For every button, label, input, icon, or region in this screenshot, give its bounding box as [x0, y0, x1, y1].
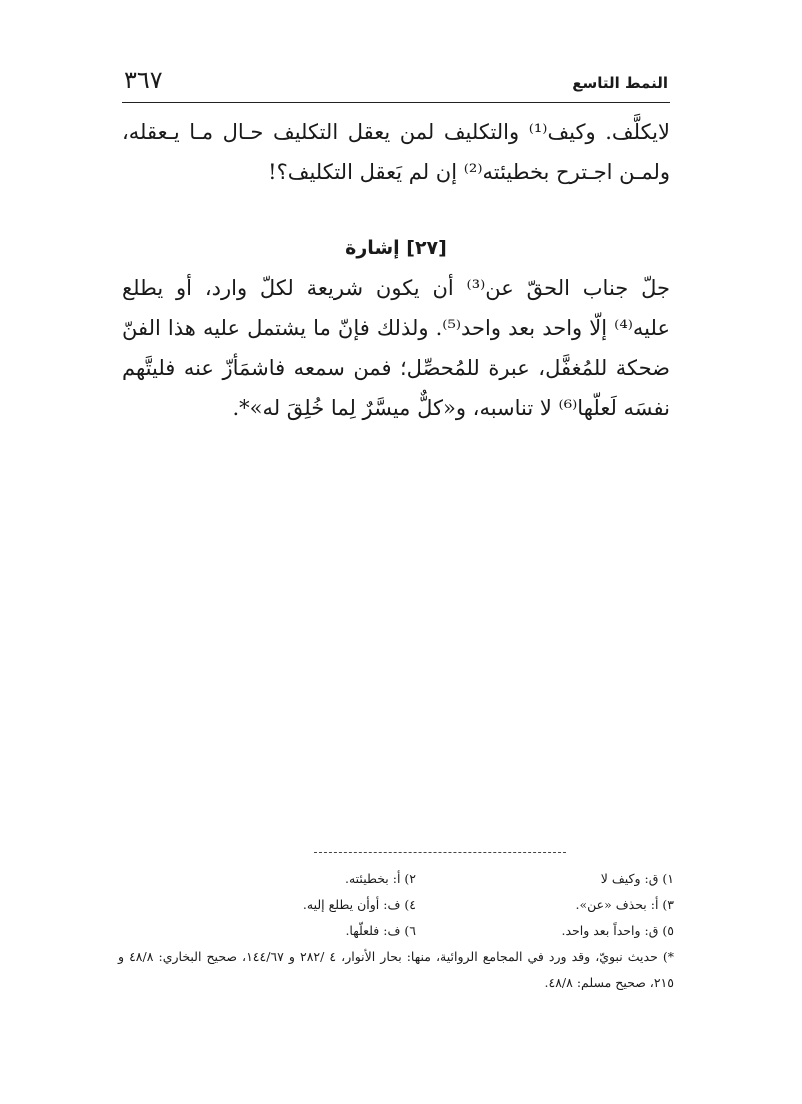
paragraph-2: جلّ جناب الحقّ عن⁽³⁾ أن يكون شريعة لكلّ وارد، أو يطلع عليه⁽⁴⁾ إلّا واحد بعد واحد⁽⁵⁾. ولذلك فإنّ ما يشتمل عليه هذا الفنّ ضحكة للمُغفَّل، عبرة للمُحصِّل؛ فمن سمعه فاشمَأزّ عنه فليتَّهم نفسَه لَعلّها⁽⁶⁾ لا تناسبه، و«كلٌّ ميسَّرٌ لِما خُلِقَ له»*.	[122, 276, 670, 420]
footnote-2: ٢) أ: بخطيئته.	[344, 871, 416, 886]
main-text	[122, 112, 670, 428]
footnote-row	[118, 892, 674, 918]
footnote-separator	[314, 852, 566, 853]
footnote-1: ١) ق: وكيف لا	[600, 871, 674, 886]
section-heading: [٢٧] إشارة	[345, 237, 447, 259]
footnote-3: ٣) أ: بحذف «عن».	[575, 897, 674, 912]
page-number: ٣٦٧	[124, 66, 163, 94]
footnotes	[118, 866, 674, 996]
footnote-5: ٥) ق: واحداً بعد واحد.	[561, 923, 674, 938]
footnote-row	[118, 866, 674, 892]
footnote-4: ٤) ف: أوأن يطلع إليه.	[302, 897, 416, 912]
footnote-row	[118, 918, 674, 944]
running-head: النمط التاسع	[572, 74, 668, 92]
paragraph-1: لايكلَّف. وكيف⁽¹⁾ والتكليف لمن يعقل التكليف حـال مـا يـعقله، ولمـن اجـترح بخطيئته⁽²⁾ إن لم يَعقل التكليف؟!	[122, 120, 670, 184]
footnote-6: ٦) ف: فلعلّها.	[345, 923, 416, 938]
page-header	[122, 62, 670, 103]
footnote-star: *) حديث نبويّ، وقد ورد في المجامع الروائية، منها: بحار الأنوار، ٤ /٢٨٢ و ١٤٤/٦٧، صحيح البخاري: ٤٨/٨ و ٢١٥، صحيح مسلم: ٤٨/٨.	[118, 949, 674, 990]
